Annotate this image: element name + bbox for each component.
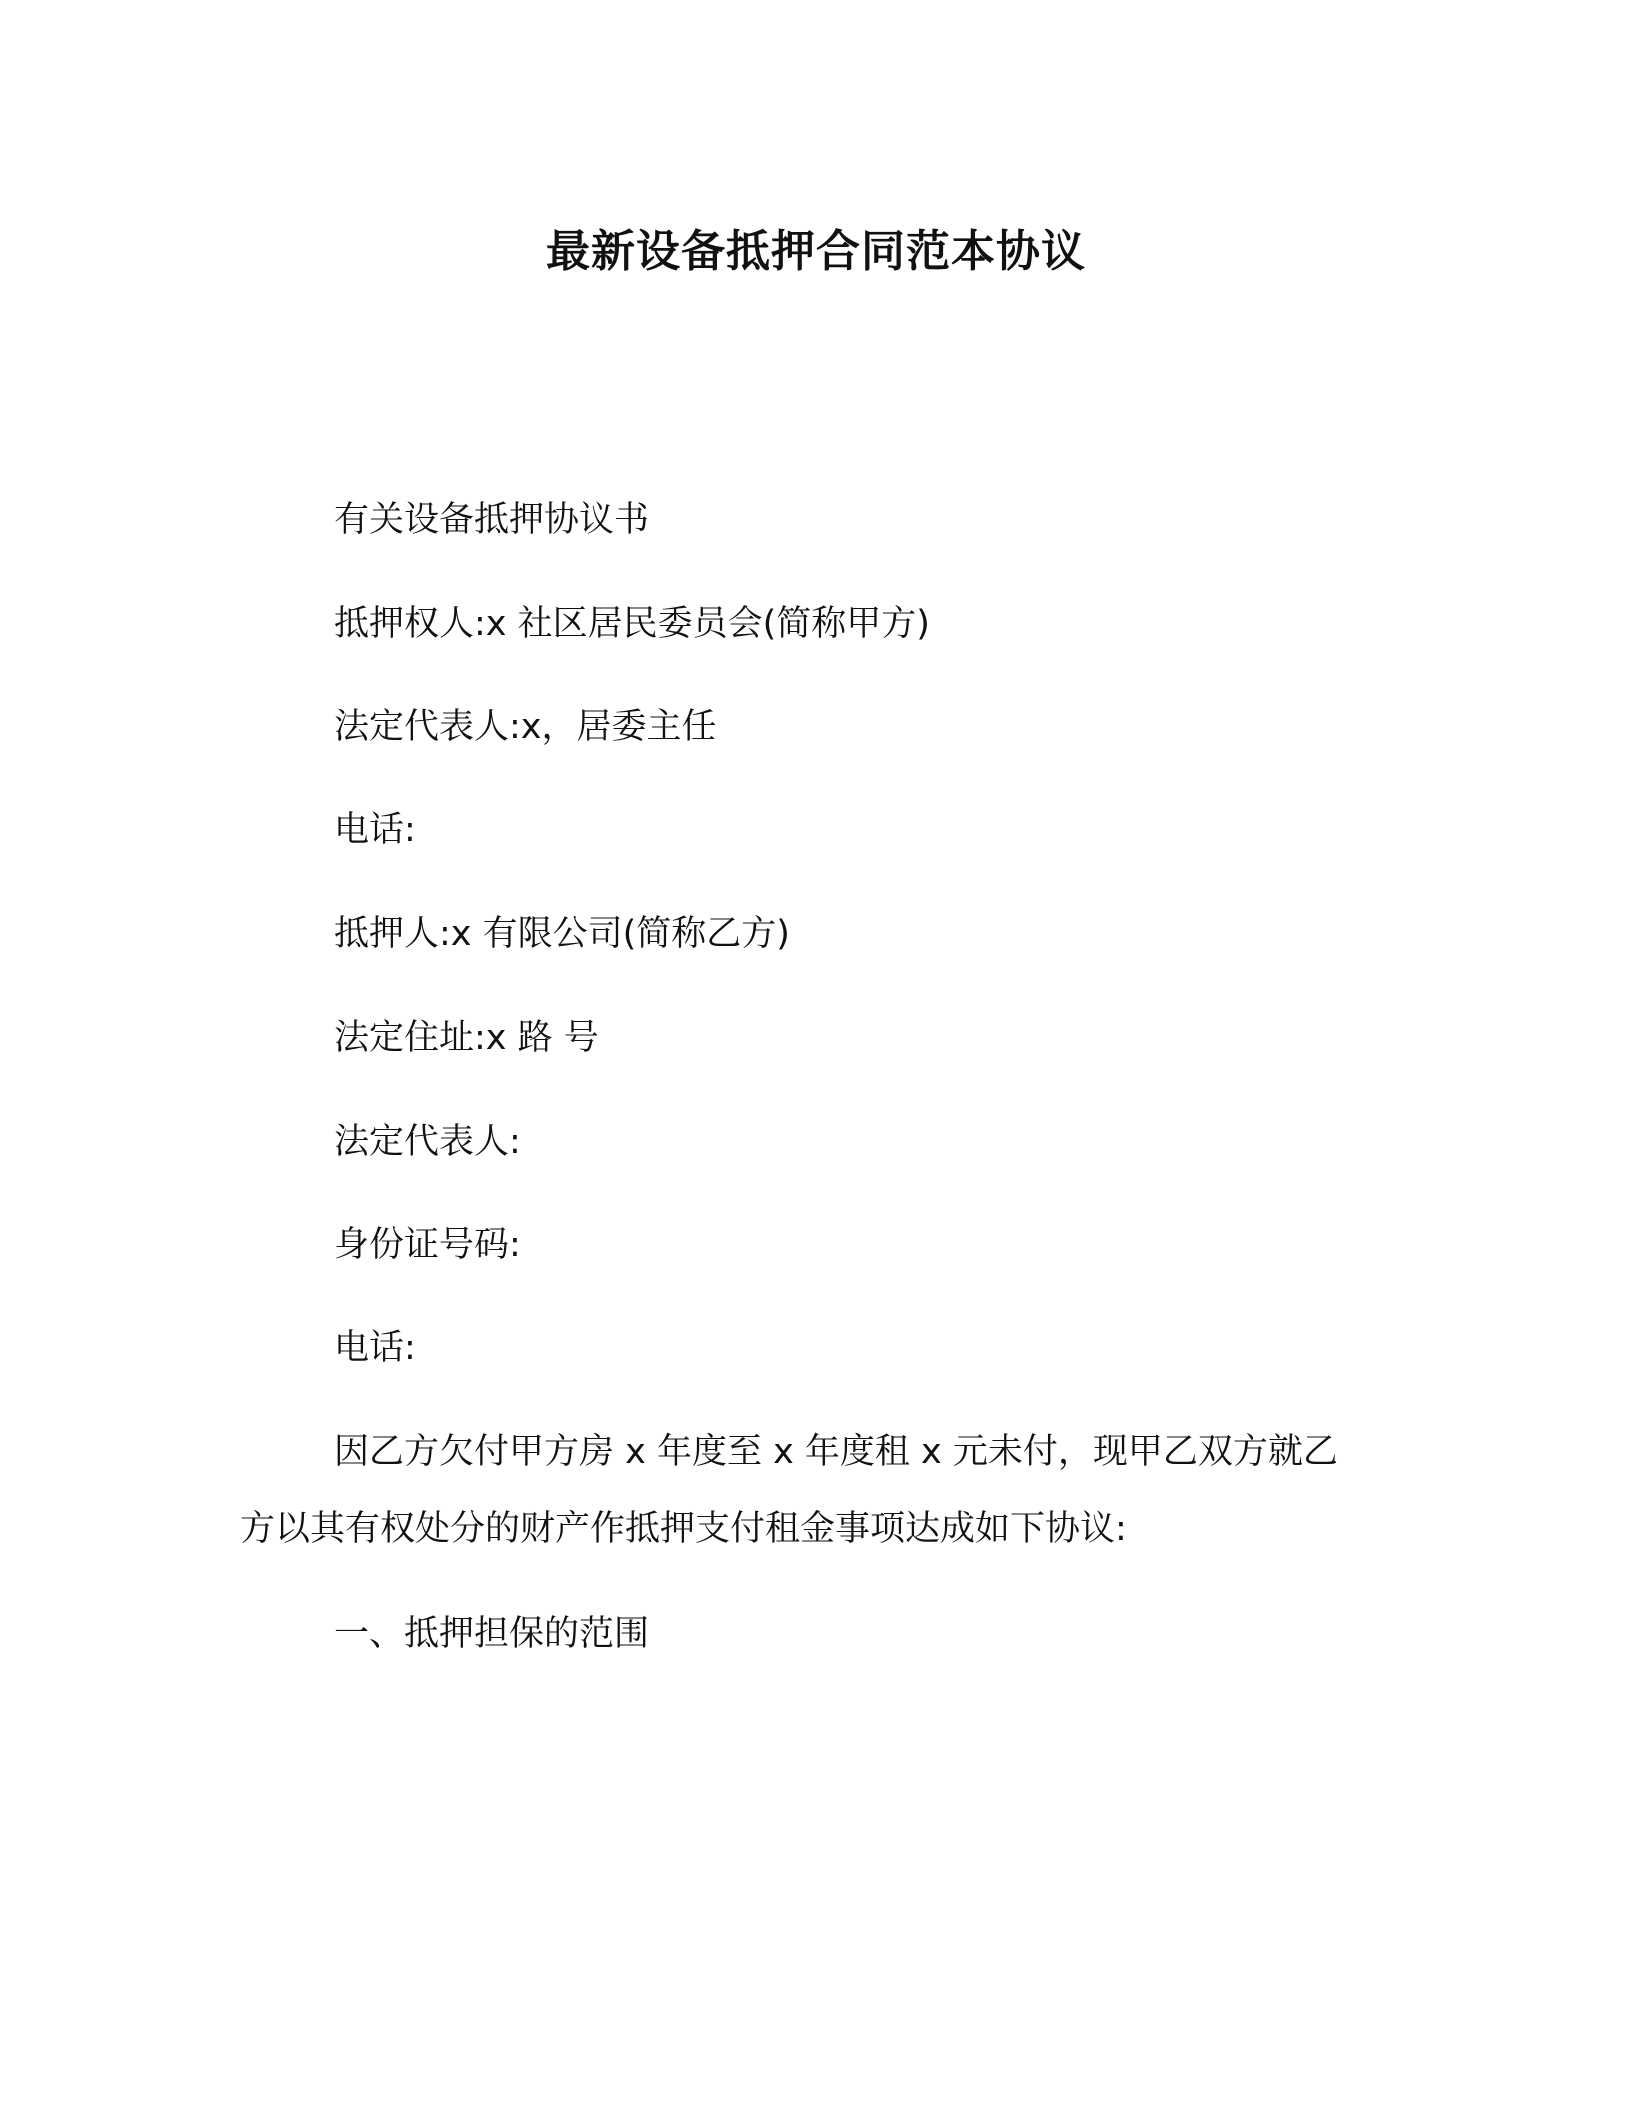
line-mortgagor: 抵押人:x 有限公司(简称乙方) — [334, 914, 790, 954]
line-mortgagee-phone: 电话: — [334, 810, 416, 850]
line-id-number: 身份证号码: — [334, 1225, 521, 1265]
paragraph-first-line: 因乙方欠付甲方房 x 年度至 x 年度租 x 元未付，现甲乙双方就乙 — [334, 1432, 1338, 1472]
section-heading: 一、抵押担保的范围 — [334, 1614, 650, 1654]
line-mortgagor-legal-rep: 法定代表人: — [334, 1122, 521, 1162]
line-mortgagee: 抵押权人:x 社区居民委员会(简称甲方) — [334, 604, 930, 644]
line-mortgagee-legal-rep: 法定代表人:x，居委主任 — [334, 707, 717, 747]
paragraph-second-line: 方以其有权处分的财产作抵押支付租金事项达成如下协议: — [240, 1509, 1127, 1549]
line-agreement-name: 有关设备抵押协议书 — [334, 500, 650, 540]
line-mortgagor-address: 法定住址:x 路 号 — [334, 1018, 599, 1058]
document-title: 最新设备抵押合同范本协议 — [546, 226, 1086, 277]
line-mortgagor-phone: 电话: — [334, 1328, 416, 1368]
